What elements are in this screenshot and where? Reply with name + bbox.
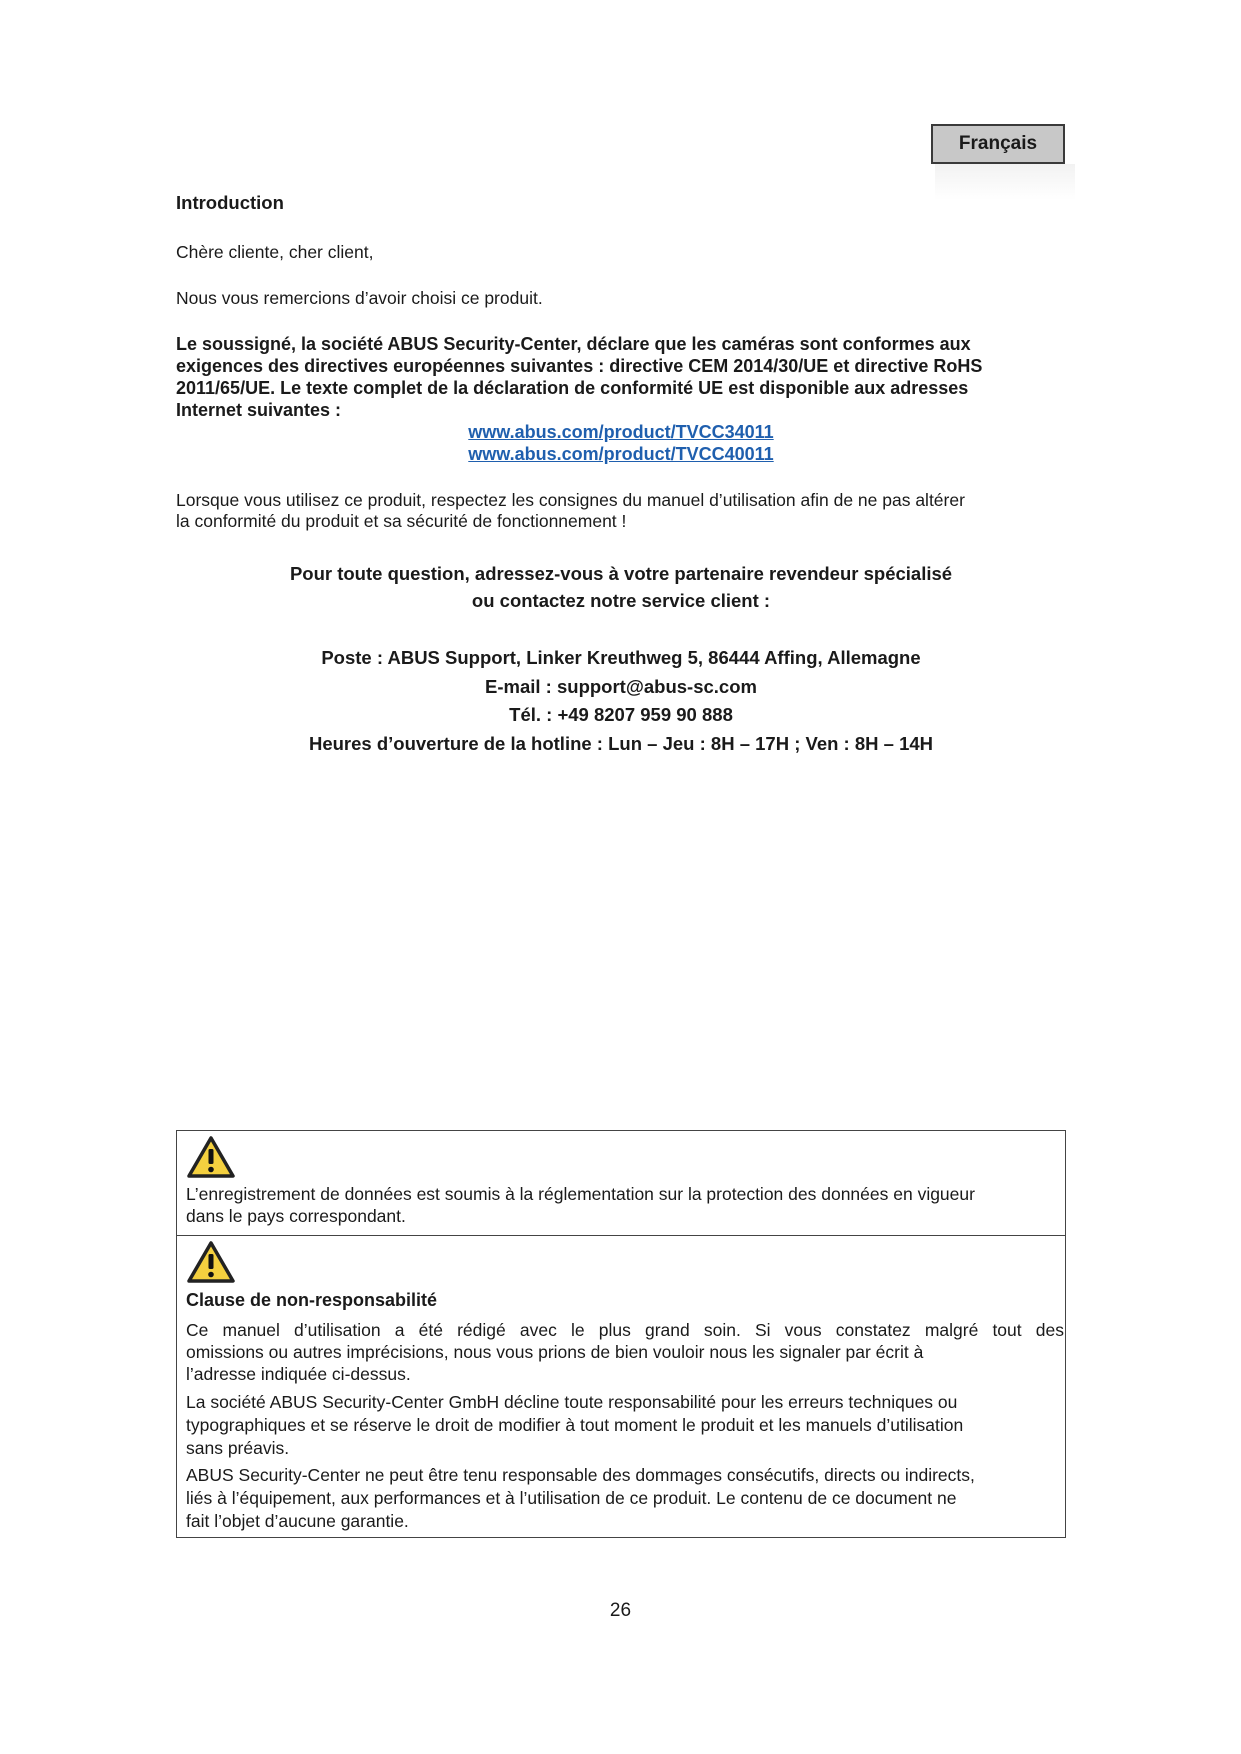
disclaimer-title: Clause de non-responsabilité — [186, 1290, 438, 1310]
declaration-line: Internet suivantes : — [176, 400, 342, 420]
notice-line: dans le pays correspondant. — [186, 1206, 406, 1226]
contact-phone: Tél. : +49 8207 959 90 888 — [509, 704, 733, 725]
page-number: 26 — [609, 1600, 632, 1621]
disclaimer-line-text: l’adresse indiquée ci-dessus. — [186, 1364, 411, 1384]
product-link-tvcc34011[interactable]: www.abus.com/product/TVCC34011 — [468, 422, 774, 442]
disclaimer-line-text: liés à l’équipement, aux performances et à l’utilisation de ce produit. Le contenu de ce document ne — [186, 1488, 957, 1508]
warning-triangle-icon — [186, 1135, 236, 1179]
declaration-paragraph — [176, 333, 1066, 421]
contact-email: E-mail : support@abus-sc.com — [485, 676, 757, 697]
language-tab: Français — [931, 124, 1065, 164]
disclaimer-line-text: sans préavis. — [186, 1438, 290, 1458]
disclaimer-line — [186, 1510, 1064, 1533]
disclaimer-line — [186, 1341, 1064, 1364]
product-link-tvcc40011[interactable]: www.abus.com/product/TVCC40011 — [468, 444, 774, 464]
language-tab-shadow — [935, 164, 1075, 200]
question-line-2: ou contactez notre service client : — [471, 590, 771, 611]
declaration-line: Le soussigné, la société ABUS Security-Center, déclare que les caméras sont conformes aux — [176, 334, 971, 354]
question-line-1: Pour toute question, adressez-vous à votre partenaire revendeur spécialisé — [289, 563, 953, 584]
usage-line: la conformité du produit et sa sécurité de fonctionnement ! — [176, 511, 627, 531]
declaration-line: 2011/65/UE. Le texte complet de la déclaration de conformité UE est disponible aux adresses — [176, 378, 969, 398]
greeting-text: Chère cliente, cher client, — [176, 242, 374, 262]
disclaimer-line — [186, 1437, 1064, 1460]
disclaimer-line — [186, 1391, 1064, 1414]
disclaimer-line-text: typographiques et se réserve le droit de modifier à tout moment le produit et les manuels d’utilisation — [186, 1415, 964, 1435]
thanks-text: Nous vous remercions d’avoir choisi ce produit. — [176, 288, 543, 308]
declaration-line: exigences des directives européennes suivantes : directive CEM 2014/30/UE et directive RoHS — [176, 356, 983, 376]
disclaimer-line-text: ABUS Security-Center ne peut être tenu responsable des dommages consécutifs, directs ou indirects, — [186, 1465, 975, 1485]
disclaimer-line — [186, 1487, 1064, 1510]
disclaimer-line-text: omissions ou autres imprécisions, nous vous prions de bien vouloir nous les signaler par écrit à — [186, 1342, 924, 1362]
disclaimer-line-text: La société ABUS Security-Center GmbH décline toute responsabilité pour les erreurs techniques ou — [186, 1392, 958, 1412]
disclaimer-line-text: fait l’objet d’aucune garantie. — [186, 1511, 409, 1531]
declaration-links — [176, 421, 1066, 465]
contact-post: Poste : ABUS Support, Linker Kreuthweg 5, 86444 Affing, Allemagne — [321, 647, 921, 668]
usage-line: Lorsque vous utilisez ce produit, respectez les consignes du manuel d’utilisation afin de ne pas altérer — [176, 490, 965, 510]
usage-paragraph — [176, 490, 1076, 532]
disclaimer-line — [186, 1363, 1064, 1386]
disclaimer-line — [186, 1414, 1064, 1437]
contact-hours: Heures d’ouverture de la hotline : Lun – Jeu : 8H – 17H ; Ven : 8H – 14H — [308, 733, 934, 754]
warning-triangle-icon — [186, 1240, 236, 1284]
notice-divider — [176, 1235, 1066, 1236]
disclaimer-line — [186, 1464, 1064, 1487]
notice-line: L’enregistrement de données est soumis à la réglementation sur la protection des données en vigueur — [186, 1184, 975, 1204]
section-heading: Introduction — [176, 192, 284, 213]
disclaimer-line: Ce manuel d’utilisation a été rédigé avec le plus grand soin. Si vous constatez malgré tout des — [186, 1320, 1064, 1340]
